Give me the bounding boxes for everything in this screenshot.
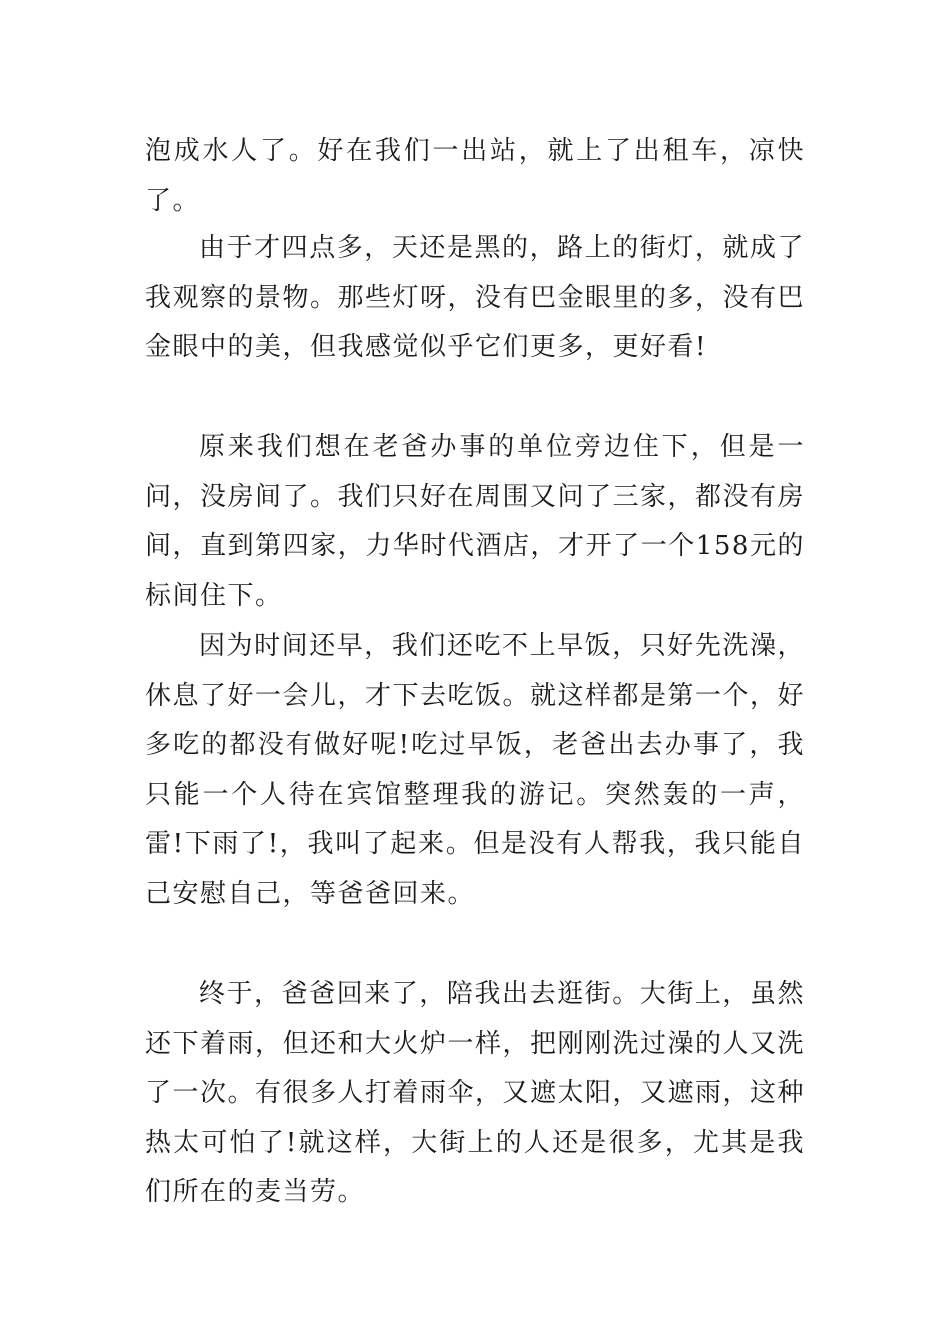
- paragraph: 由于才四点多，天还是黑的，路上的街灯，就成了我观察的景物。那些灯呀，没有巴金眼里的多，没有巴金眼中的美，但我感觉似乎它们更多，更好看!: [145, 233, 806, 362]
- paragraph: 原来我们想在老爸办事的单位旁边住下，但是一问，没房间了。我们只好在周围又问了三家，都没有房间，直到第四家，力华时代酒店，才开了一个158元的标间住下。: [145, 432, 806, 611]
- paragraph: 终于，爸爸回来了，陪我出去逛街。大街上，虽然还下着雨，但还和大火炉一样，把刚刚洗过澡的人又洗了一次。有很多人打着雨伞，又遮太阳，又遮雨，这种热太可怕了!就这样，大街上的人还是很多，尤其是我们所在的麦当劳。: [145, 979, 806, 1207]
- paragraph-continuation: 泡成水人了。好在我们一出站，就上了出租车，凉快了。: [145, 136, 805, 216]
- paragraph: 因为时间还早，我们还吃不上早饭，只好先洗澡，休息了好一会儿，才下去吃饭。就这样都是第一个，好多吃的都没有做好呢!吃过早饭，老爸出去办事了，我只能一个人待在宾馆整理我的游记。突然轰的一声，雷!下雨了!，我叫了起来。但是没有人帮我，我只能自己安慰自己，等爸爸回来。: [145, 631, 806, 909]
